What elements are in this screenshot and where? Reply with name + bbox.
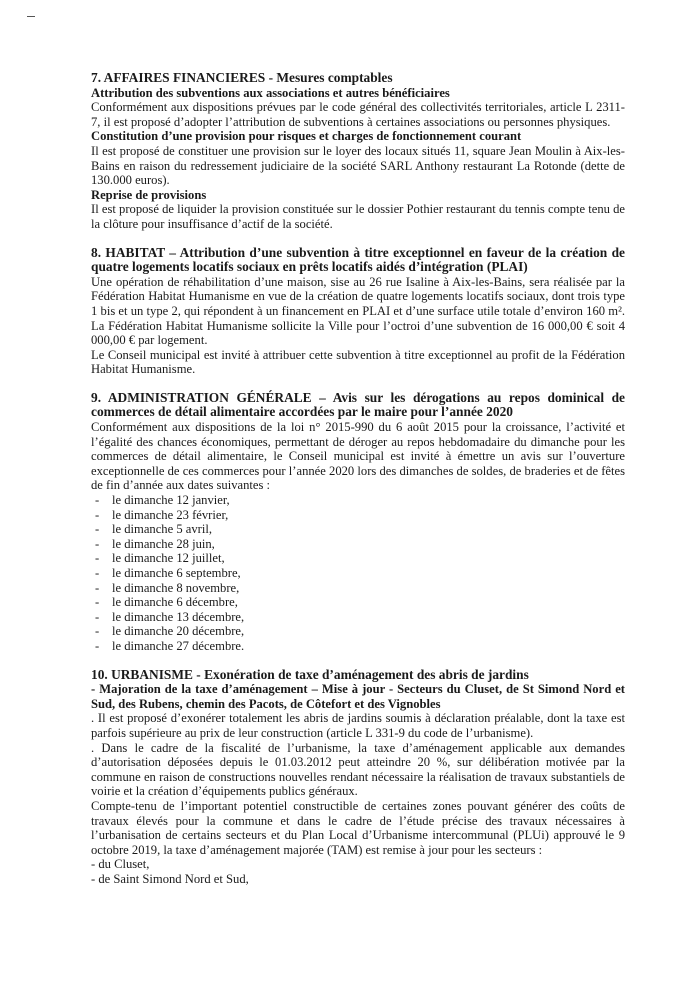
section-7-subheading-subventions: Attribution des subventions aux associations et autres bénéficiaires — [91, 85, 450, 100]
section-10-subheading-majoration: - Majoration de la taxe d’aménagement – Mise à jour - Secteurs du Cluset, de St Simond Nord et Sud, des Rubens, chemin des Pacots, de Côtefort et des Vignobles — [91, 682, 625, 711]
date-list-item: - le dimanche 27 décembre. — [91, 639, 625, 654]
section-10-sector-cluset: - du Cluset, — [91, 857, 150, 872]
section-7-paragraph-reprise: Il est proposé de liquider la provision constituée sur le dossier Pothier restaurant du tennis compte tenu de la clôture pour insuffisance d’actif de la société. — [91, 202, 625, 231]
date-list-item: - le dimanche 13 décembre, — [91, 610, 625, 625]
date-list-item: - le dimanche 6 septembre, — [91, 566, 625, 581]
section-8-paragraph-conseil: Le Conseil municipal est invité à attribuer cette subvention à titre exceptionnel au profit de la Fédération Habitat Humanisme. — [91, 347, 625, 377]
section-10-urbanisme — [91, 668, 625, 887]
section-7-paragraph-subventions: Conformément aux dispositions prévues par le code général des collectivités territoriales, article L 2311-7, il est proposé d’adopter l’attribution de subventions à certaines associations ou personnes physiques. — [91, 100, 625, 129]
date-list-item: - le dimanche 12 juillet, — [91, 551, 625, 566]
section-10-paragraph-abris: . Il est proposé d’exonérer totalement les abris de jardins soumis à déclaration préalable, dont la taxe est parfois supérieure au prix de leur construction (article L 331-9 du code de l’urbanisme). — [91, 711, 625, 740]
section-7-paragraph-provision: Il est proposé de constituer une provision sur le loyer des locaux situés 11, square Jean Moulin à Aix-les-Bains en raison du redressement judiciaire de la société SARL Anthony restaurant La Rotonde (dette de 130.000 euros). — [91, 143, 625, 188]
section-10-paragraph-fiscalite: . Dans le cadre de la fiscalité de l’urbanisme, la taxe d’aménagement applicable aux demandes d’autorisation déposées depuis le 01.03.2012 peut atteindre 20 %, sur délibération motivée par la commune en raison de constructions nouvelles rendant nécessaire la réalisation de travaux substantiels de voirie et la création d’équipements publics généraux. — [91, 740, 625, 799]
date-list-item: - le dimanche 28 juin, — [91, 537, 625, 552]
section-7-subheading-reprise: Reprise de provisions — [91, 187, 207, 202]
section-7-finances — [91, 71, 625, 232]
section-7-subheading-provision: Constitution d’une provision pour risques et charges de fonctionnement courant — [91, 129, 522, 144]
date-list-item: - le dimanche 20 décembre, — [91, 624, 625, 639]
section-9-administration — [91, 391, 625, 654]
date-list-item: - le dimanche 8 novembre, — [91, 581, 625, 596]
section-9-date-list — [91, 493, 625, 654]
section-7-title: 7. AFFAIRES FINANCIERES - Mesures comptables — [91, 70, 393, 85]
section-10-paragraph-potentiel: Compte-tenu de l’important potentiel constructible de certaines zones pouvant générer des coûts de travaux élevés pour la commune et dans le cadre de l’étude précise des travaux nécessaires à l’urbanisation de certains secteurs et du Plan Local d’Urbanisme intercommunal (PLUi) approuvé le 9 octobre 2019, la taxe d’aménagement majorée (TAM) est remise à jour pour les secteurs : — [91, 798, 625, 857]
section-9-paragraph-loi: Conformément aux dispositions de la loi n° 2015-990 du 6 août 2015 pour la croissance, l’activité et l’égalité des chances économiques, permettant de déroger au repos hebdomadaire du dimanche pour les commerces de détail alimentaire, le Conseil municipal est invité à émettre un avis sur l’ouverture exceptionnelle de ces commerces pour l’année 2020 lors des dimanches de soldes, de braderies et de fêtes de fin d’année aux dates suivantes : — [91, 420, 625, 493]
section-10-sector-saint-simond: - de Saint Simond Nord et Sud, — [91, 871, 249, 886]
section-8-paragraph-operation: Une opération de réhabilitation d’une maison, sise au 26 rue Isaline à Aix-les-Bains, sera réalisée par la Fédération Habitat Humanisme en vue de la création de quatre logements locatifs sociaux, dont trois type 1 bis et un type 2, qui répondent à un financement en PLAI et d’une surface utile totale d’environ 160 m². La Fédération Habitat Humanisme sollicite la Ville pour l’octroi d’une subvention de 16 000,00 € soit 4 000,00 € par logement. — [91, 274, 625, 348]
section-8-habitat — [91, 246, 625, 377]
section-8-title: 8. HABITAT – Attribution d’une subvention à titre exceptionnel en faveur de la création de quatre logements locatifs sociaux en prêts locatifs aidés d’intégration (PLAI) — [91, 244, 625, 275]
section-9-title: 9. ADMINISTRATION GÉNÉRALE – Avis sur les dérogations au repos dominical de commerces de détail alimentaire accordées par le maire pour l’année 2020 — [91, 389, 625, 420]
date-list-item: - le dimanche 5 avril, — [91, 522, 625, 537]
section-10-title: 10. URBANISME - Exonération de taxe d’aménagement des abris de jardins — [91, 666, 529, 682]
date-list-item: - le dimanche 6 décembre, — [91, 595, 625, 610]
date-list-item: - le dimanche 23 février, — [91, 508, 625, 523]
date-list-item: - le dimanche 12 janvier, — [91, 493, 625, 508]
scan-mark — [27, 16, 35, 17]
document-page — [91, 71, 625, 886]
